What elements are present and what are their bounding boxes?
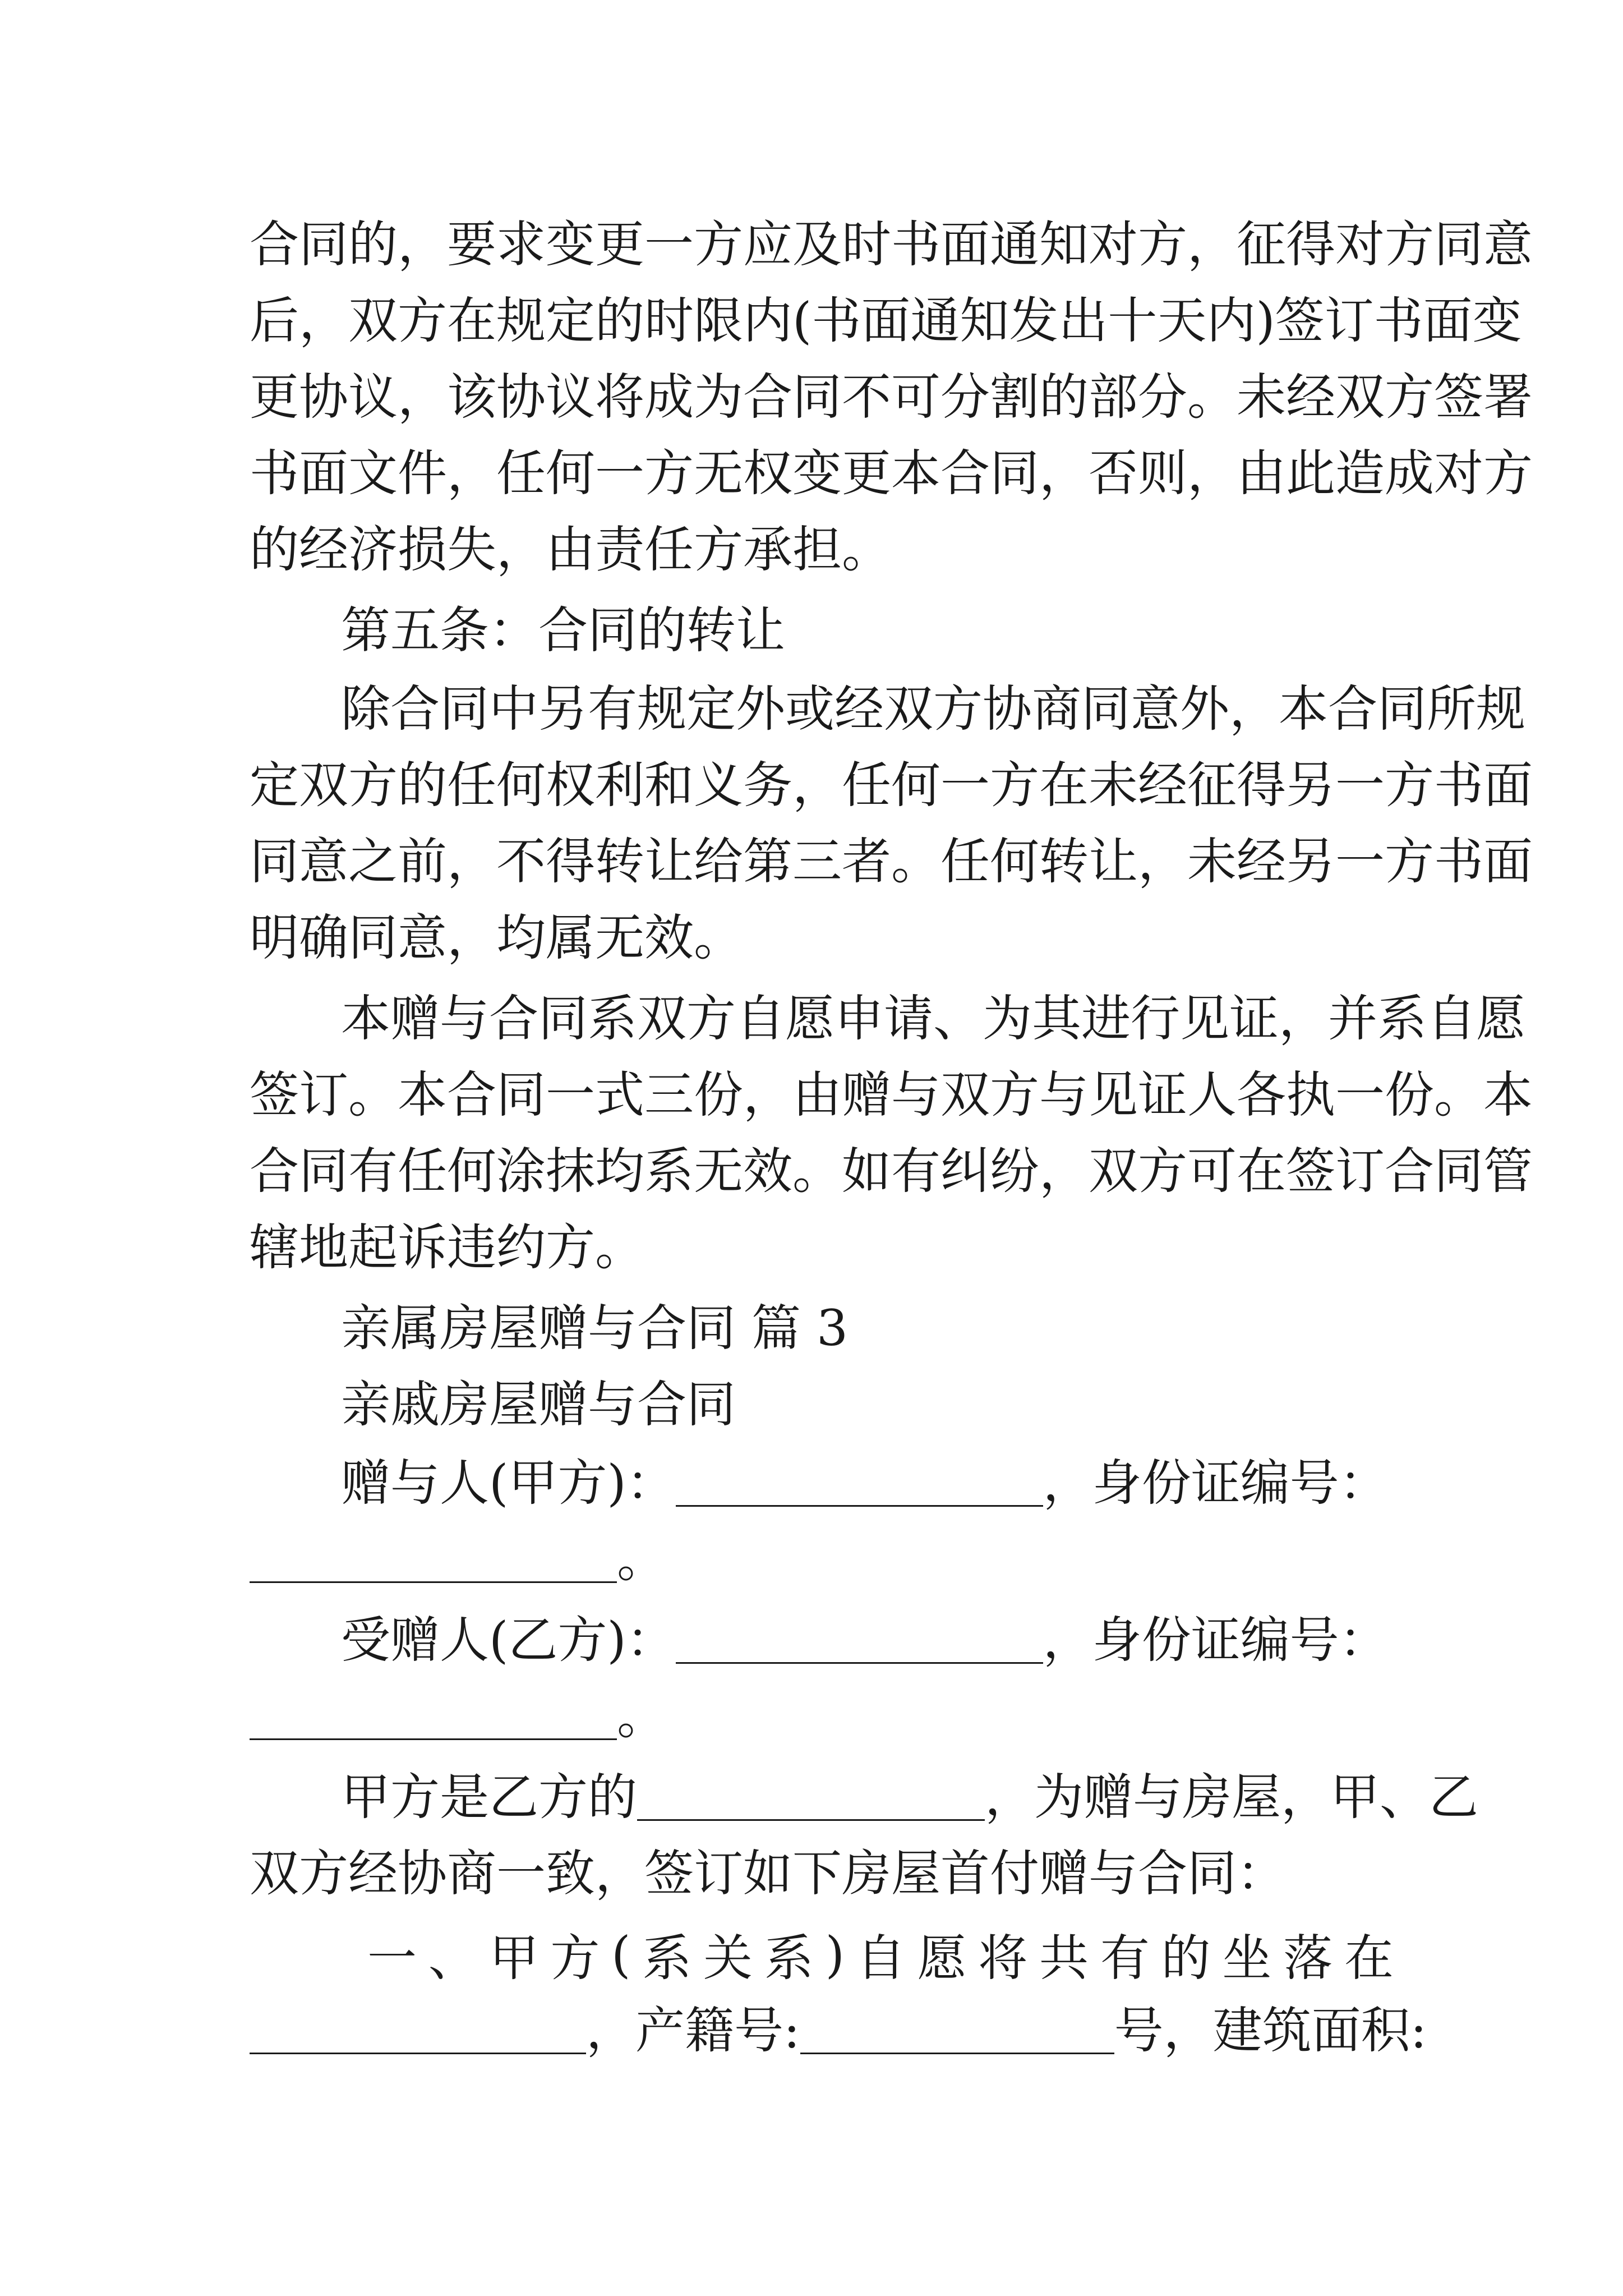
paragraph-line: 辖地起诉违约方。 (250, 1218, 645, 1276)
paragraph-line: 双方经协商一致，签订如下房屋首付赠与合同： (250, 1844, 1287, 1902)
clause-1-char: 愿 (917, 1929, 967, 1987)
paragraph-line: 定双方的任何权利和义务，任何一方在未经征得另一方书面 (250, 756, 1533, 814)
donee-id-label: ，身份证编号： (1043, 1611, 1389, 1669)
donor-label: 赠与人(甲方)： (341, 1454, 676, 1512)
relation-prefix: 甲方是乙方的 (341, 1768, 638, 1826)
donee-id-line (250, 1674, 666, 1759)
punctuation: 。 (617, 1687, 667, 1745)
donor-id-line (250, 1517, 666, 1602)
clause-1-char: 关 (703, 1929, 753, 1987)
floor-area-label: 号，建筑面积: (1114, 2001, 1427, 2059)
section-title: 亲属房屋赠与合同 篇 3 (341, 1299, 848, 1357)
clause-1-char: 方 (550, 1929, 600, 1987)
clause-1-char: 在 (1344, 1929, 1394, 1987)
donee-label: 受赠人(乙方)： (341, 1611, 676, 1669)
paragraph-line: 除合同中另有规定外或经双方协商同意外，本合同所规 (341, 680, 1526, 738)
clause-1-char: 的 (1161, 1929, 1211, 1987)
paragraph-line: 明确同意，均属无效。 (250, 909, 744, 967)
clause-1-char: 系 (764, 1929, 814, 1987)
paragraph-line: 合同有任何涂抹均系无效。如有纠纷，双方可在签订合同管 (250, 1142, 1533, 1200)
paragraph-line: 的经济损失，由责任方承担。 (250, 521, 892, 578)
donor-id-blank (250, 1581, 617, 1583)
clause-1-char: 落 (1283, 1929, 1333, 1987)
clause-1-char: 自 (856, 1929, 906, 1987)
property-number-label: ，产籍号: (586, 2001, 800, 2059)
clause-1-char: 一 (367, 1929, 417, 1987)
location-blank (250, 2053, 586, 2054)
relation-suffix: ，为赠与房屋，甲、乙 (985, 1768, 1479, 1826)
donor-name-blank (676, 1505, 1043, 1507)
paragraph-line: 签订。本合同一式三份，由赠与双方与见证人各执一份。本 (250, 1066, 1533, 1124)
paragraph-line: 书面文件，任何一方无权变更本合同，否则，由此造成对方 (250, 444, 1533, 502)
clause-1-char: 系 (642, 1929, 692, 1987)
clause-1-char: 将 (978, 1929, 1028, 1987)
paragraph-line: 本赠与合同系双方自愿申请、为其进行见证，并系自愿 (341, 990, 1526, 1047)
punctuation: 。 (617, 1530, 667, 1588)
clause-1-char: 、 (428, 1929, 478, 1987)
clause-1-line-2 (250, 1989, 1427, 2073)
paragraph-line: 同意之前，不得转让给第三者。任何转让，未经另一方书面 (250, 832, 1533, 890)
property-number-blank (800, 2053, 1114, 2054)
clause-1-line (367, 1912, 1394, 1996)
clause-1-char: 甲 (489, 1929, 539, 1987)
clause-1-char: 共 (1039, 1929, 1089, 1987)
contract-title: 亲戚房屋赠与合同 (341, 1375, 736, 1433)
paragraph-line: 后，双方在规定的时限内(书面通知发出十天内)签订书面变 (250, 292, 1522, 349)
donee-name-blank (676, 1662, 1043, 1664)
relation-line (341, 1755, 1478, 1839)
relation-blank (637, 1819, 985, 1821)
donee-line (341, 1598, 1389, 1682)
clause-1-char: ( (611, 1925, 631, 1984)
donee-id-blank (250, 1738, 617, 1740)
clause-1-char: ) (825, 1925, 845, 1984)
clause-1-char: 有 (1100, 1929, 1150, 1987)
article-heading: 第五条：合同的转让 (341, 601, 786, 659)
paragraph-line: 更协议，该协议将成为合同不可分割的部分。未经双方签署 (250, 368, 1533, 426)
paragraph-line: 合同的，要求变更一方应及时书面通知对方，征得对方同意 (250, 215, 1533, 273)
donor-id-label: ，身份证编号： (1043, 1454, 1389, 1512)
donor-line (341, 1441, 1389, 1525)
clause-1-char: 坐 (1222, 1929, 1272, 1987)
